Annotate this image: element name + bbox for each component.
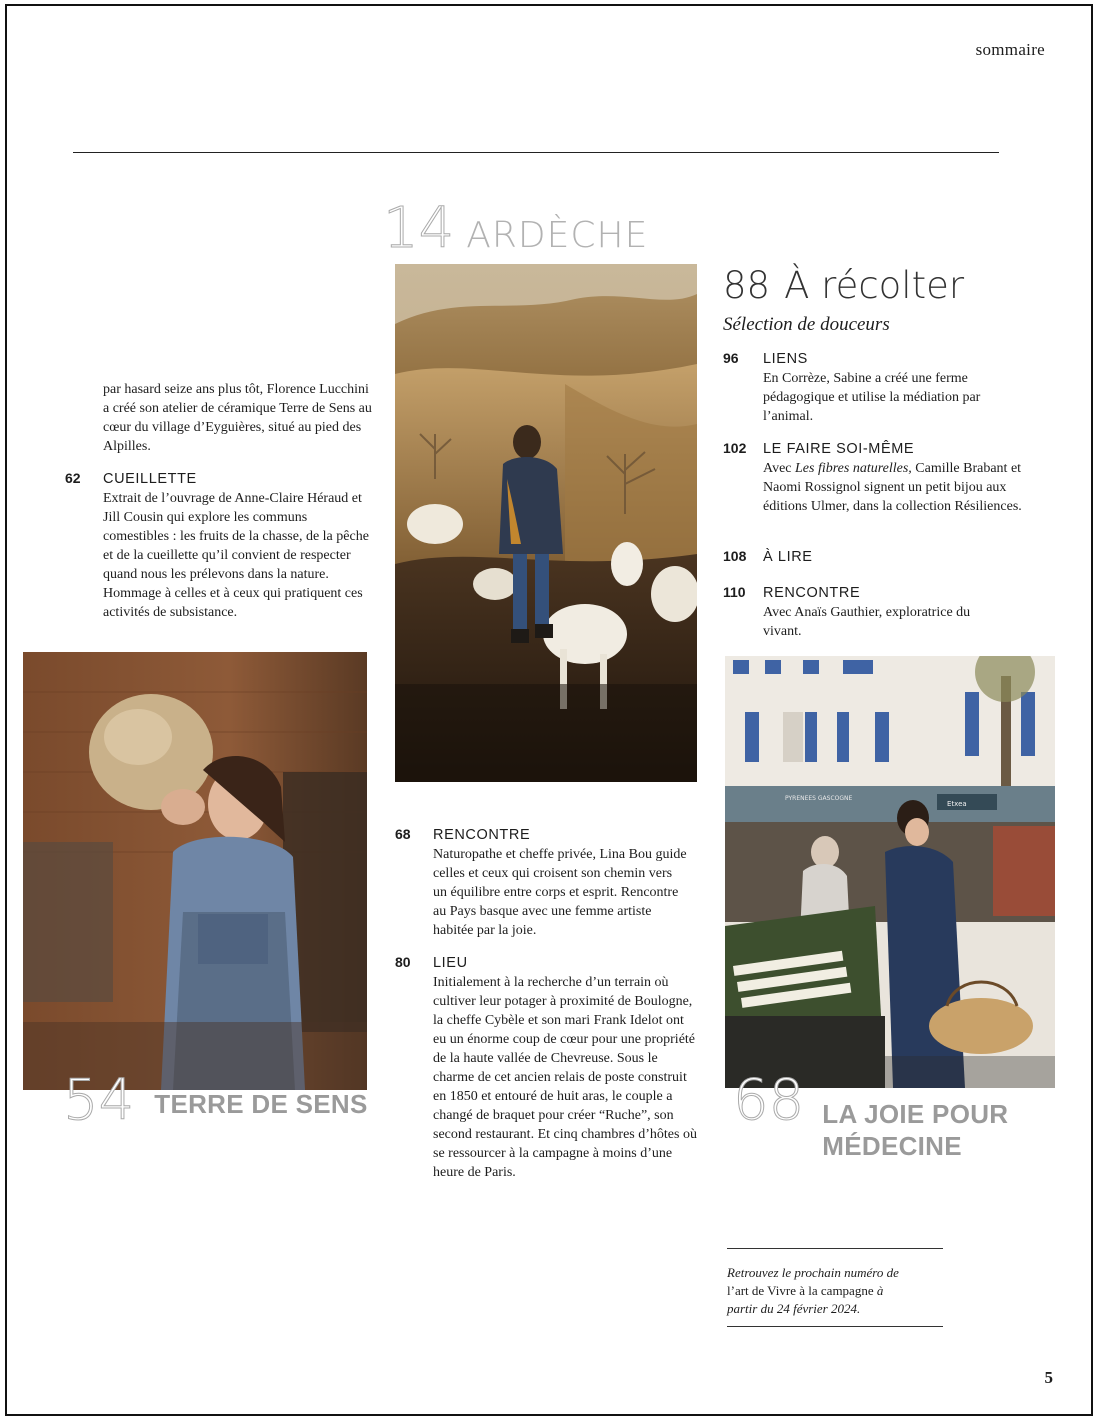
toc-entry-rencontre-110[interactable]	[723, 584, 1043, 641]
toc-entry-faire-soi-meme[interactable]	[723, 440, 1043, 516]
entry-text-italic: Les fibres naturelles,	[795, 461, 912, 476]
feature-heading-terre[interactable]	[63, 1068, 368, 1133]
feature-title-line2: MÉDECINE	[822, 1131, 962, 1161]
shop-sign-right: Etxea	[947, 800, 967, 808]
entry-text-pre: Avec	[763, 461, 795, 476]
toc-entry-liens[interactable]	[723, 350, 1043, 426]
entry-text: Avec Anaïs Gauthier, exploratrice du vivant.	[763, 605, 971, 639]
note-top-rule	[727, 1248, 943, 1249]
photo-ardeche-illustration	[395, 264, 697, 782]
entry-category: RENCONTRE	[763, 585, 861, 601]
page-number: 5	[1044, 1368, 1053, 1387]
feature-title-line1: LA JOIE POUR	[822, 1099, 1009, 1129]
entry-number: 110	[723, 584, 746, 600]
intro-text: par hasard seize ans plus tôt, Florence Lucchini a créé son atelier de céramique Terre de Sens au cœur du village d’Eyguières, situé au pied des Alpilles.	[103, 382, 372, 454]
entry-text-post: Camille Brabant et Naomi Rossignol signent un petit bijou aux éditions Ulmer, dans la collection Résiliences.	[763, 461, 1022, 514]
toc-entry-rencontre-68[interactable]	[395, 826, 705, 940]
entry-category: À LIRE	[763, 549, 813, 565]
note-line3: partir du 24 février 2024.	[727, 1301, 861, 1316]
section-label: sommaire	[975, 40, 1045, 59]
feature-heading-ardeche[interactable]	[383, 196, 648, 261]
entry-number: 108	[723, 548, 747, 564]
feature-title: TERRE DE SENS	[154, 1089, 368, 1119]
feature-title: ARDÈCHE	[466, 215, 649, 256]
entry-category: CUEILLETTE	[103, 471, 197, 487]
feature-title	[822, 1098, 1008, 1162]
photo-ardeche-goats	[395, 264, 697, 782]
note-bottom-rule	[727, 1326, 943, 1327]
photo-market	[725, 656, 1055, 1088]
entry-number: 80	[395, 954, 411, 970]
top-rule	[73, 152, 999, 153]
entry-category: RENCONTRE	[433, 827, 531, 843]
entry-text: Extrait de l’ouvrage de Anne-Claire Héraud et Jill Cousin qui explore les communs comestibles : les fruits de la chasse, de la pêche et de la cueillette qu’il convient de respecter quand nous les prélevons dans la nature. Hommage à celles et à ceux qui pratiquent ces activités de subsistance.	[103, 491, 369, 620]
toc-entry-lieu[interactable]	[395, 954, 705, 1182]
entry-text	[763, 459, 1035, 516]
note-line2	[727, 1282, 949, 1300]
note-line1: Retrouvez le prochain numéro de	[727, 1265, 899, 1280]
photo-market-illustration	[725, 656, 1055, 1088]
next-issue-note	[727, 1264, 949, 1318]
entry-text: Initialement à la recherche d’un terrain où cultiver leur potager à proximité de Boulogne, la cheffe Cybèle et son mari Frank Idelot ont eu un énorme coup de cœur pour une propriété de la haute vallée de Chevreuse. Sous le charme de cet ancien relais de poste construit en 1850 et entouré de huit aras, le couple a changé de braquet pour créer “Ruche”, son second restaurant. Et cinq chambres d’hôtes où se ressourcer à la campagne à moins d’une heure de Paris.	[433, 975, 697, 1180]
entry-number: 102	[723, 440, 747, 456]
feature-number: 54	[63, 1068, 135, 1133]
entry-text: En Corrèze, Sabine a créé une ferme pédagogique et utilise la médiation par l’animal.	[763, 371, 981, 424]
feature-heading-joie[interactable]	[733, 1068, 1008, 1162]
feature-number: 14	[383, 196, 455, 261]
feature-subtitle: Sélection de douceurs	[723, 314, 890, 335]
shop-sign-left: PYRENEES GASCOGNE	[785, 795, 853, 802]
entry-category: LIEU	[433, 955, 468, 971]
feature-number: 68	[733, 1068, 805, 1133]
note-line2-italic: à	[873, 1283, 884, 1298]
entry-number: 62	[65, 470, 81, 486]
feature-title: À récolter	[784, 264, 965, 307]
toc-entry-cueillette[interactable]	[65, 470, 375, 622]
note-magazine-name: l’art de Vivre à la campagne	[727, 1283, 874, 1298]
toc-entry-a-lire[interactable]	[723, 548, 1043, 567]
photo-terre-de-sens	[23, 652, 367, 1090]
entry-category: LE FAIRE SOI-MÊME	[763, 441, 915, 457]
photo-terre-illustration	[23, 652, 367, 1090]
entry-number: 68	[395, 826, 411, 842]
entry-number: 96	[723, 350, 739, 366]
feature-number: 88	[723, 264, 771, 307]
entry-text: Naturopathe et cheffe privée, Lina Bou guide celles et ceux qui croisent son chemin vers un équilibre entre corps et esprit. Rencontre au Pays basque avec une femme artiste habitée par la joie.	[433, 847, 687, 938]
entry-category: LIENS	[763, 351, 808, 367]
magazine-page	[5, 4, 1093, 1416]
feature-heading-recolter[interactable]	[723, 264, 964, 307]
